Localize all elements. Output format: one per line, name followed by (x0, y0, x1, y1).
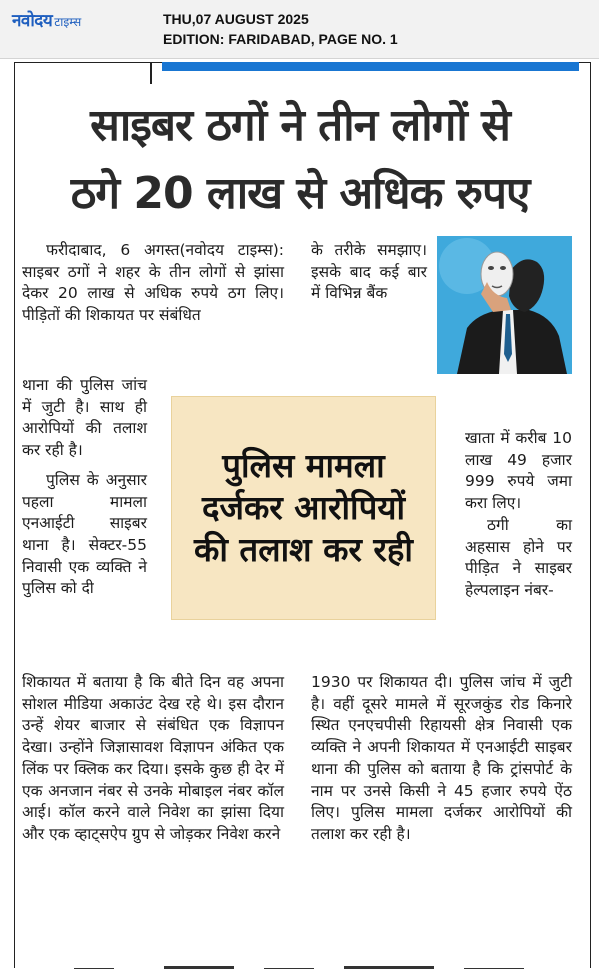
column-rule (150, 62, 152, 84)
body-col-right-top (311, 240, 427, 305)
masthead-bar (0, 0, 599, 59)
cut-off-text-strokes (14, 962, 589, 969)
newspaper-logo[interactable] (12, 8, 81, 31)
paragraph-first-case: पुलिस के अनुसार पहला मामला एनआईटी साइबर थाना है। सेक्टर-55 निवासी एक व्यक्ति ने पुलिस को दी (22, 470, 147, 598)
paragraph-complaint-details: शिकायत में बताया है कि बीते दिन वह अपना सोशल मीडिया अकाउंट देख रहे थे। इस दौरान उन्हें शेयर बाजार से संबंधित एक विज्ञापन देखा। उन्होंने जिज्ञासावश विज्ञापन अंकित एक लिंक पर क्लिक कर दिया। इसके कुछ ही देर में एक अनजान नंबर से उनके मोबाइल नंबर कॉल आई। कॉल करने वाले निवेश का झांसा दिया और एक व्हाट्सऐप ग्रुप से जोड़कर निवेश करने (22, 673, 284, 843)
edition-meta (163, 9, 398, 49)
issue-date: THU,07 AUGUST 2025 (163, 11, 309, 27)
body-col-left-top (22, 240, 284, 327)
body-col-right-mid (465, 428, 572, 602)
logo-sub-text: टाइम्स (54, 15, 82, 29)
body-col-right-bottom (311, 672, 572, 846)
paragraph-realization: ठगी का अहसास होने पर पीड़ित ने साइबर हेल्पलाइन नंबर- (465, 515, 572, 599)
body-col-left-mid (22, 375, 147, 600)
edition-info: EDITION: FARIDABAD, PAGE NO. 1 (163, 31, 398, 47)
paragraph-investigation: थाना की पुलिस जांच में जुटी है। साथ ही आरोपियों की तलाश कर रही है। (22, 376, 147, 460)
article-headline (20, 92, 580, 228)
logo-main-text: नवोदय (12, 11, 53, 31)
paragraph-right-top: के तरीके समझाए। इसके बाद कई बार में विभिन्न बैंक (311, 241, 427, 303)
next-article-edge (14, 958, 589, 969)
pull-quote-box (171, 396, 436, 620)
paragraph-second-case: 1930 पर शिकायत दी। पुलिस जांच में जुटी है। वहीं दूसरे मामले में सूरजकुंड रोड किनारे स्थित एनएचपीसी रिहायसी क्षेत्र निवासी एक व्यक्ति ने अपनी शिकायत में एनआईटी साइबर थाना की पुलिस को बताया है कि ट्रांसपोर्ट के नाम पर उनसे किसी ने 45 हजार रुपये ऐंठ लिए। पुलिस मामला दर्जकर आरोपियों की तलाश कर रही है। (311, 673, 572, 843)
masked-businessman-icon (437, 236, 572, 374)
paragraph-bank-deposit: खाता में करीब 10 लाख 49 हजार 999 रुपये जमा करा लिए। (465, 429, 572, 513)
article-photo (437, 236, 572, 374)
headline-line-2: ठगे 20 लाख से अधिक रुपए (70, 168, 530, 219)
body-col-left-bottom (22, 672, 284, 846)
pull-quote-text: पुलिस मामला दर्जकर आरोपियों की तलाश कर रही (194, 446, 413, 569)
section-color-bar (162, 62, 579, 71)
headline-line-1: साइबर ठगों ने तीन लोगों से (90, 100, 510, 151)
paragraph-intro: फरीदाबाद, 6 अगस्त(नवोदय टाइम्स): साइबर ठगों ने शहर के तीन लोगों से झांसा देकर 20 लाख से अधिक रुपये ठग लिए। पीड़ितों की शिकायत पर संबंधित (22, 241, 284, 325)
